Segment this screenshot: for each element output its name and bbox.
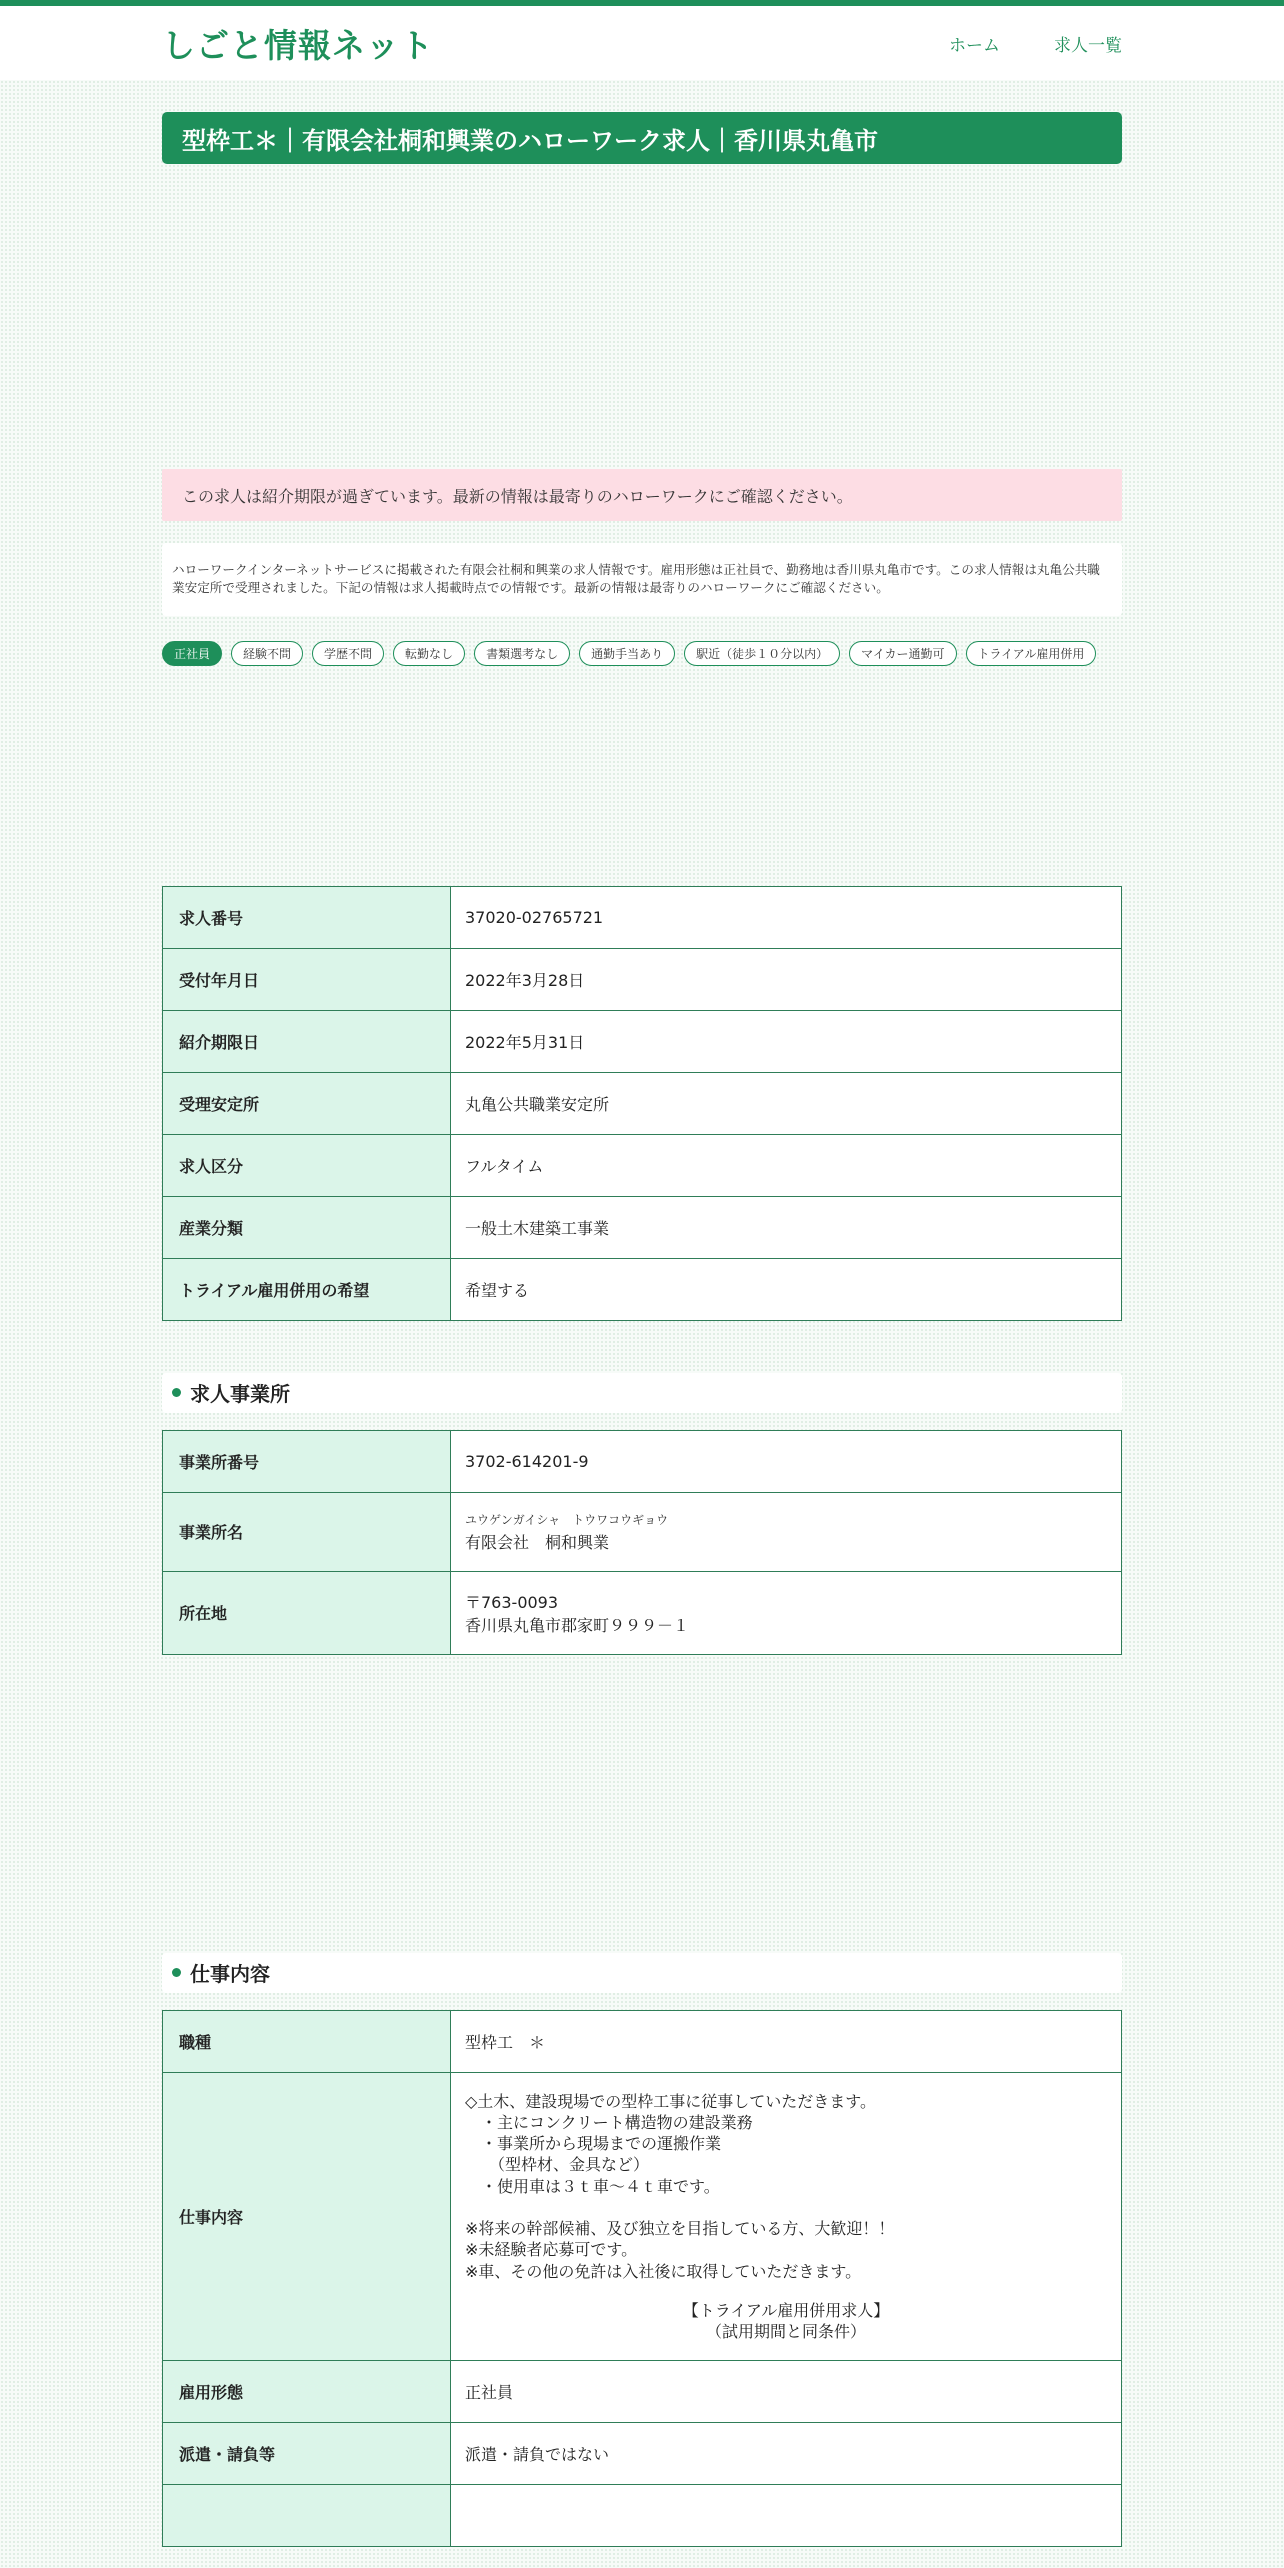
row-label: 仕事内容 [163,2072,451,2361]
row-label: 紹介期限日 [163,1010,451,1072]
main-content [162,112,1122,2547]
table-row [163,1492,1122,1571]
address-cell [451,1571,1122,1654]
row-label: 産業分類 [163,1196,451,1258]
job-content-body: ◇土木、建設現場での型枠工事に従事していただきます。 ・主にコンクリート構造物の建設業務 ・事業所から現場までの運搬作業 （型枠材、金具など） ・使用車は３ｔ車～４ｔ車です。 ※将来の幹部候補、及び独立を目指している方、大歓迎！！ ※未経験者応募可です。 ※車、その他の免許は入社後に取得していただきます。 [465,2091,895,2281]
main-nav [949,31,1122,56]
basic-info-table [162,886,1122,1321]
tag-fulltime: 正社員 [162,641,222,666]
row-label: 所在地 [163,1571,451,1654]
postal-code: 〒763-0093 [465,1592,559,1612]
feature-tags [162,641,1122,666]
reception-date: 2022年3月28日 [451,948,1122,1010]
row-label: 受付年月日 [163,948,451,1010]
tag-no-document-screening: 書類選考なし [474,641,570,666]
table-row [163,1134,1122,1196]
industry-class: 一般土木建築工事業 [451,1196,1122,1258]
referral-deadline: 2022年5月31日 [451,1010,1122,1072]
bullet-dot-icon [172,1968,181,1977]
table-row [163,2361,1122,2423]
table-row [163,1196,1122,1258]
page-title: 型枠工＊｜有限会社桐和興業のハローワーク求人｜香川県丸亀市 [162,112,1122,164]
section-heading-text: 求人事業所 [190,1382,290,1406]
table-row [163,1571,1122,1654]
site-header [0,6,1284,80]
dispatch-type: 派遣・請負ではない [451,2423,1122,2485]
ad-space [162,1655,1122,1953]
table-row [163,886,1122,948]
ad-space [162,164,1122,469]
expired-alert: この求人は紹介期限が過ぎています。最新の情報は最寄りのハローワークにご確認ください。 [162,469,1122,521]
bullet-dot-icon [172,1388,181,1397]
table-row [163,1430,1122,1492]
office-name-cell [451,1492,1122,1571]
trial-note-subtitle: （試用期間と同条件） [705,2322,866,2342]
row-label: 派遣・請負等 [163,2423,451,2485]
table-row [163,1072,1122,1134]
section-heading-office [162,1373,1122,1413]
job-category: フルタイム [451,1134,1122,1196]
trial-employment-wish: 希望する [451,1258,1122,1320]
row-label: 受理安定所 [163,1072,451,1134]
row-label: 求人区分 [163,1134,451,1196]
trial-note-title: 【トライアル雇用併用求人】 [682,2300,890,2320]
tag-no-transfer: 転勤なし [393,641,465,666]
nav-home-link[interactable]: ホーム [949,35,1000,56]
row-label: 職種 [163,2010,451,2072]
table-row [163,2423,1122,2485]
tag-car-commute: マイカー通勤可 [849,641,956,666]
tag-trial-employment: トライアル雇用併用 [966,641,1097,666]
employment-type: 正社員 [451,2361,1122,2423]
row-label: 雇用形態 [163,2361,451,2423]
row-label: 事業所番号 [163,1430,451,1492]
table-row [163,1258,1122,1320]
table-row [163,948,1122,1010]
section-heading-text: 仕事内容 [190,1962,270,1986]
row-label: 求人番号 [163,886,451,948]
tag-near-station: 駅近（徒歩１０分以内） [684,641,840,666]
nav-job-list-link[interactable]: 求人一覧 [1054,35,1122,56]
tag-no-education: 学歴不問 [312,641,384,666]
intro-text: ハローワークインターネットサービスに掲載された有限会社桐和興業の求人情報です。雇用形態は正社員で、勤務地は香川県丸亀市です。この求人情報は丸亀公共職業安定所で受理されました。下記の情報は求人掲載時点での情報です。最新の情報は最寄りのハローワークにご確認ください。 [162,543,1122,616]
tag-no-experience: 経験不問 [231,641,303,666]
table-row [163,2010,1122,2072]
site-logo[interactable]: しごと情報ネット [162,25,434,65]
office-number: 3702-614201-9 [451,1430,1122,1492]
row-label [163,2485,451,2547]
office-info-table [162,1430,1122,1655]
job-info-table [162,2010,1122,2548]
receiving-office: 丸亀公共職業安定所 [451,1072,1122,1134]
table-cell [451,2485,1122,2547]
office-address: 香川県丸亀市郡家町９９９－１ [465,1615,690,1635]
office-name-kana: ユウゲンガイシャ トウワコウギョウ [465,1512,669,1527]
job-content-cell [451,2072,1122,2361]
table-row [163,2072,1122,2361]
row-label: 事業所名 [163,1492,451,1571]
job-type: 型枠工 ＊ [451,2010,1122,2072]
job-number: 37020-02765721 [451,886,1122,948]
table-row [163,1010,1122,1072]
ad-space [162,666,1122,886]
tag-commute-allowance: 通勤手当あり [579,641,675,666]
section-heading-job [162,1953,1122,1993]
table-row [163,2485,1122,2547]
office-name: 有限会社 桐和興業 [465,1532,610,1552]
row-label: トライアル雇用併用の希望 [163,1258,451,1320]
